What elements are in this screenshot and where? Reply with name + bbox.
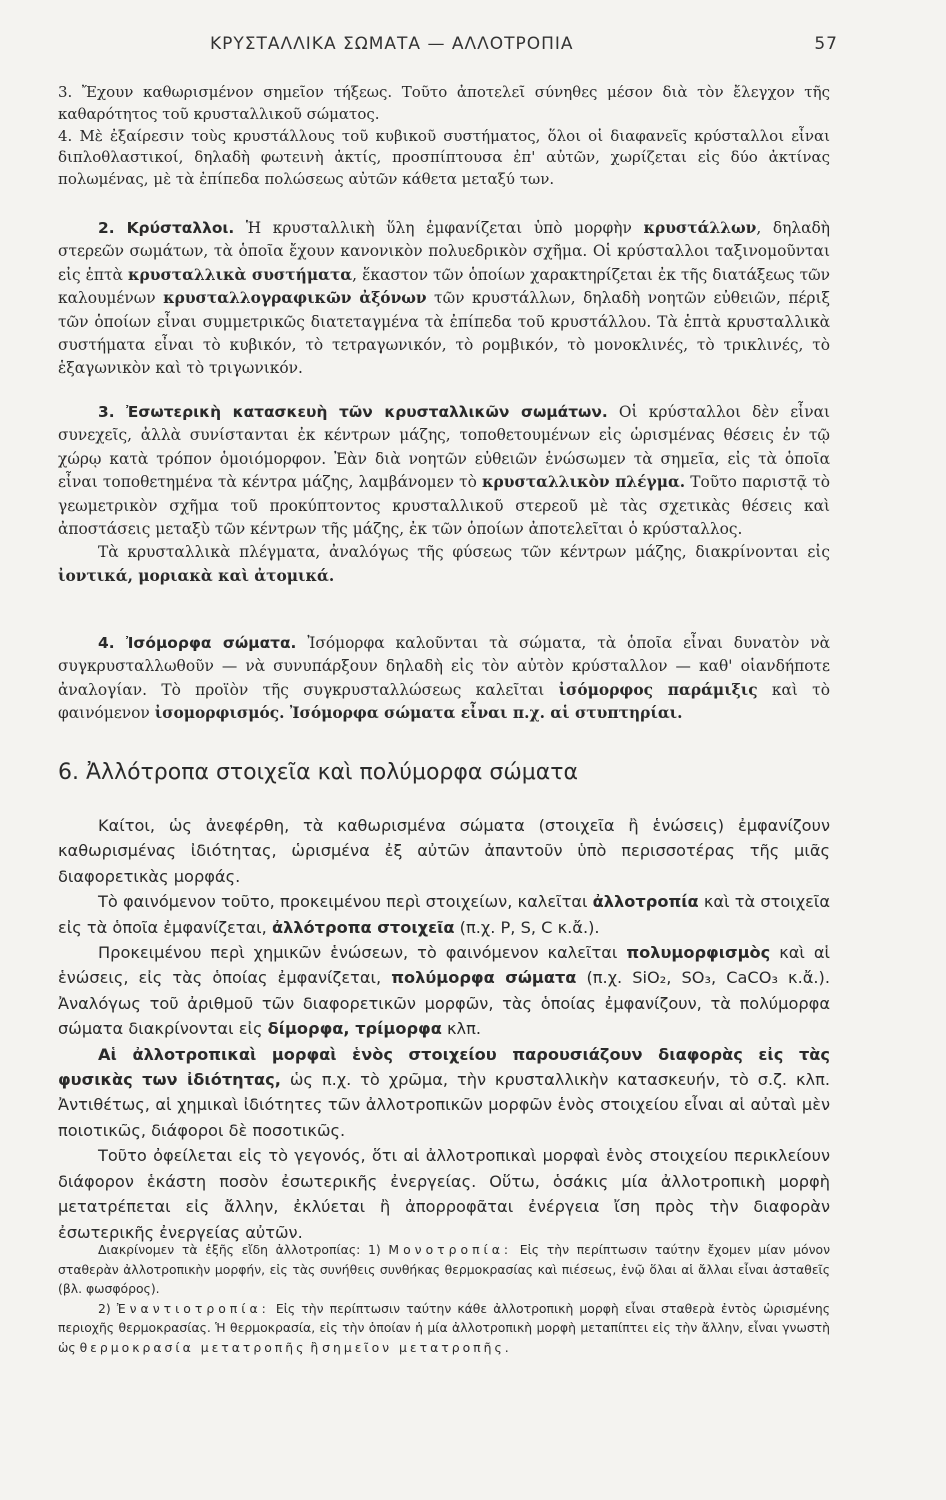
term-polymorphism: πολυμορφισμὸς — [626, 943, 771, 963]
text: Ἰσόμορφα καλοῦνται τὰ σώματα, τὰ ὁποῖα εἶναι δυνατὸν νὰ συγκρυσταλλωθοῦν — νὰ συνυπάρξουν δηλαδὴ εἰς τὸν αὐτὸν κρύσταλλον — καθ' οἱανδήποτε ἀναλογίαν. Τὸ προϊὸν τῆς συγκρυσταλλώσεως καλεῖται — [58, 634, 830, 699]
term-polymorphic-bodies: πολύμορφα σώματα — [391, 968, 577, 988]
section-6-heading — [58, 760, 830, 785]
term-crystal-systems: κρυσταλλικὰ συστήματα — [128, 265, 353, 284]
section-number: 6. — [58, 760, 79, 785]
s6-paragraph-1: Καίτοι, ὡς ἀνεφέρθη, τὰ καθωρισμένα σώματα (στοιχεῖα ἢ ἑνώσεις) ἐμφανίζουν καθωρισμένας ἰδιότητας, ὡρισμένα ἐξ αὐτῶν ἀπαντοῦν ὑπὸ περισσοτέρας τῆς μιᾶς διαφορετικὰς μορφάς. — [58, 816, 830, 886]
text: καὶ τὰ στοιχεῖα εἰς τὰ ὁποῖα ἐμφανίζεται, — [58, 892, 830, 937]
term-dimorphic: δίμορφα, τρίμορφα — [267, 1019, 442, 1039]
heading-internal-structure: 3. Ἐσωτερικὴ κατασκευὴ τῶν κρυσταλλικῶν σωμάτων. — [98, 403, 608, 421]
s6-paragraph-5: Τοῦτο ὀφείλεται εἰς τὸ γεγονός, ὅτι αἱ ἀλλοτροπικαὶ μορφαὶ ἑνὸς στοιχείου περικλείουν διάφορον ἑκάστη ποσὸν ἐσωτερικῆς ἐνεργείας. Οὕτω, ὁσάκις μία ἀλλοτροπικὴ μορφὴ μετατρέπεται εἰς ἄλλην, ἐκλύεται ἢ ἀπορροφᾶται ἐνέργεια ἴση πρὸς τὴν διαφορὰν ἐσωτερικῆς ἐνεργείας αὐτῶν. — [58, 1146, 830, 1242]
heading-isomorphous: 4. Ἰσόμορφα σώματα. — [98, 634, 297, 652]
spaced-term: Ἐναντιοτροπία: — [116, 1300, 270, 1316]
text: Ἡ κρυσταλλικὴ ὕλη ἐμφανίζεται ὑπὸ μορφὴν — [234, 219, 644, 237]
term-allotropic-forms: Αἱ ἀλλοτροπικαὶ μορφαὶ ἑνὸς στοιχείου παρουσιάζουν διαφορὰς εἰς τὰς φυσικὰς των ἰδιότητας, — [58, 1044, 830, 1090]
text: , δηλαδὴ στερεῶν σωμάτων, τὰ ὁποῖα ἔχουν κανονικὸν πολυεδρικὸν σχῆμα. Οἱ κρύσταλλοι ταξινομοῦνται εἰς ἑπτὰ — [58, 219, 831, 284]
text: Εἰς τὴν περίπτωσιν ταύτην ἔχομεν μίαν μόνον σταθερὰν ἀλλοτροπικὴν μορφήν, εἰς τὰς συνήθεις συνθήκας θερμοκρασίας καὶ πιέσεως, ἐνῷ ὅλαι αἱ ἄλλαι εἶναι ἀσταθεῖς (βλ. φωσφόρος). — [58, 1242, 830, 1296]
s6-paragraph-2 — [58, 889, 830, 940]
s6-paragraph-3 — [58, 940, 830, 1042]
term-isomorphism: ἰσομορφισμός. Ἰσόμορφα σώματα εἶναι π.χ. αἱ στυπτηρίαι. — [154, 704, 683, 723]
spaced-term: Μονοτροπία: — [388, 1242, 513, 1257]
header-title: ΚΡΥΣΤΑΛΛΙΚΑ ΣΩΜΑΤΑ — ΑΛΛΟΤΡΟΠΙΑ — [210, 34, 574, 54]
text: , ἕκαστον τῶν ὁποίων χαρακτηρίζεται ἐκ τῆς διατάξεως τῶν καλουμένων — [58, 265, 830, 308]
page-number: 57 — [814, 34, 838, 54]
text: καὶ τὸ φαινόμενον — [58, 680, 830, 723]
footnote — [58, 1240, 830, 1357]
term-lattice-types: ἰοντικά, μοριακὰ καὶ ἀτομικά. — [58, 566, 335, 585]
paragraph-internal-structure — [58, 401, 830, 588]
text: Διακρίνομεν τὰ ἑξῆς εἴδη ἀλλοτροπίας: 1) — [98, 1242, 389, 1257]
section-title: Ἀλλότροπα στοιχεῖα καὶ πολύμορφα σώματα — [86, 760, 578, 785]
text: Οἱ κρύσταλλοι δὲν εἶναι συνεχεῖς, ἀλλὰ συνίστανται ἐκ κέντρων μάζης, τοποθετουμένων εἰς ὡρισμένας θέσεις ἐν τῷ χώρῳ κατὰ τρόπον ὁμοιόμορφον. Ἐὰν διὰ νοητῶν εὐθειῶν ἑνώσωμεν τὰ σημεῖα, εἰς τὰ ὁποῖα εἶναι τοποθετημένα τὰ κέντρα μάζης, λαμβάνομεν τὸ — [58, 403, 830, 492]
text: Τοῦτο παριστᾷ τὸ γεωμετρικὸν σχῆμα τοῦ προκύπτοντος κρυσταλλικοῦ στερεοῦ μὲ τὰς σχετικὰς θέσεις καὶ ἀποστάσεις μεταξὺ τῶν κέντρων τῆς μάζης, ἐκ τῶν ὁποίων ἀποτελεῖται ὁ κρύσταλλος. — [58, 473, 830, 539]
s6-paragraph-4 — [58, 1042, 830, 1144]
term-crystals: κρυστάλλων — [643, 219, 757, 237]
term-isomorphous-mixture: ἰσόμορφος παράμιξις — [558, 680, 758, 699]
spaced-term: σημεῖον μετατροπῆς. — [322, 1339, 512, 1355]
paragraph-isomorphous — [58, 632, 830, 726]
item-3: 3. Ἔχουν καθωρισμένον σημεῖον τήξεως. Τοῦτο ἀποτελεῖ σύνηθες μέσον διὰ τὸν ἔλεγχον τῆς καθαρότητος τοῦ κρυσταλλικοῦ σώματος. — [58, 83, 830, 123]
section-6-body — [58, 813, 830, 1245]
list-items-3-4 — [58, 82, 830, 191]
text: (π.χ. SiO₂, SO₃, CaCO₃ κ.ἄ.). Ἀναλόγως τοῦ ἀριθμοῦ τῶν διαφορετικῶν μορφῶν, τὰς ὁποίας ἐμφανίζουν, τὰ πολύμορφα σώματα διακρίνονται εἰς — [58, 968, 830, 1039]
term-allotropic-elements: ἀλλότροπα στοιχεῖα — [271, 917, 455, 937]
text: κλπ. — [441, 1019, 482, 1039]
spaced-term: θερμοκρασία μετατροπῆς — [79, 1339, 307, 1355]
item-4: 4. Μὲ ἐξαίρεσιν τοὺς κρυστάλλους τοῦ κυβικοῦ συστήματος, ὅλοι οἱ διαφανεῖς κρύσταλλοι εἶναι διπλοθλαστικοί, δηλαδὴ φωτεινὴ ἀκτίς, προσπίπτουσα ἐπ' αὐτῶν, χωρίζεται εἰς δύο ἀκτίνας πολωμένας, μὲ τὰ ἐπίπεδα πολώσεως αὐτῶν κάθετα μεταξύ των. — [58, 126, 830, 189]
text: ὡς π.χ. τὸ χρῶμα, τὴν κρυσταλλικὴν κατασκευήν, τὸ σ.ζ. κλπ. Ἀντιθέτως, αἱ χημικαὶ ἰδιότητες τῶν ἀλλοτροπικῶν μορφῶν ἑνὸς στοιχείου εἶναι αἱ αὐταὶ μὲν ποιοτικῶς, διάφοροι δὲ ποσοτικῶς. — [58, 1070, 830, 1140]
text: Προκειμένου περὶ χημικῶν ἑνώσεων, τὸ φαινόμενον καλεῖται — [98, 943, 627, 963]
term-crystallographic-axes: κρυσταλλογραφικῶν ἀξόνων — [163, 289, 427, 308]
text: καὶ αἱ ἑνώσεις, εἰς τὰς ὁποίας ἐμφανίζεται, — [58, 943, 830, 988]
text: Τὸ φαινόμενον τοῦτο, προκειμένου περὶ στοιχείων, καλεῖται — [98, 892, 593, 912]
running-header — [60, 34, 838, 58]
text: 2) — [98, 1300, 117, 1316]
text: τῶν κρυστάλλων, δηλαδὴ νοητῶν εὐθειῶν, πέριξ τῶν ὁποίων εἶναι συμμετρικῶς διατεταγμένα τὰ ἐπίπεδα τοῦ κρυστάλλου. Τὰ ἑπτὰ κρυσταλλικὰ συστήματα εἶναι τὸ κυβικόν, τὸ τετραγωνικόν, τὸ ρομβικόν, τὸ μονοκλινές, τὸ τρικλινές, τὸ ἑξαγωνικὸν καὶ τὸ τριγωνικόν. — [58, 289, 830, 378]
heading-crystals: 2. Κρύσταλλοι. — [98, 219, 235, 237]
text: Τὰ κρυσταλλικὰ πλέγματα, ἀναλόγως τῆς φύσεως τῶν κέντρων μάζης, διακρίνονται εἰς — [98, 543, 830, 562]
text: Εἰς τὴν περίπτωσιν ταύτην κάθε ἀλλοτροπικὴ μορφὴ εἶναι σταθερὰ ἐντὸς ὡρισμένης περιοχῆς θερμοκρασίας. Ἡ θερμοκρασία, εἰς τὴν ὁποίαν ἡ μία ἀλλοτροπικὴ μορφὴ μεταπίπτει εἰς τὴν ἄλλην, εἶναι γνωστὴ ὡς — [58, 1300, 831, 1355]
text: (π.χ. P, S, C κ.ἄ.). — [454, 917, 600, 937]
text: ἢ — [306, 1339, 323, 1355]
paragraph-crystals — [58, 217, 830, 381]
term-crystal-lattice: κρυσταλλικὸν πλέγμα. — [482, 473, 686, 492]
term-allotropy: ἀλλοτροπία — [592, 892, 699, 912]
